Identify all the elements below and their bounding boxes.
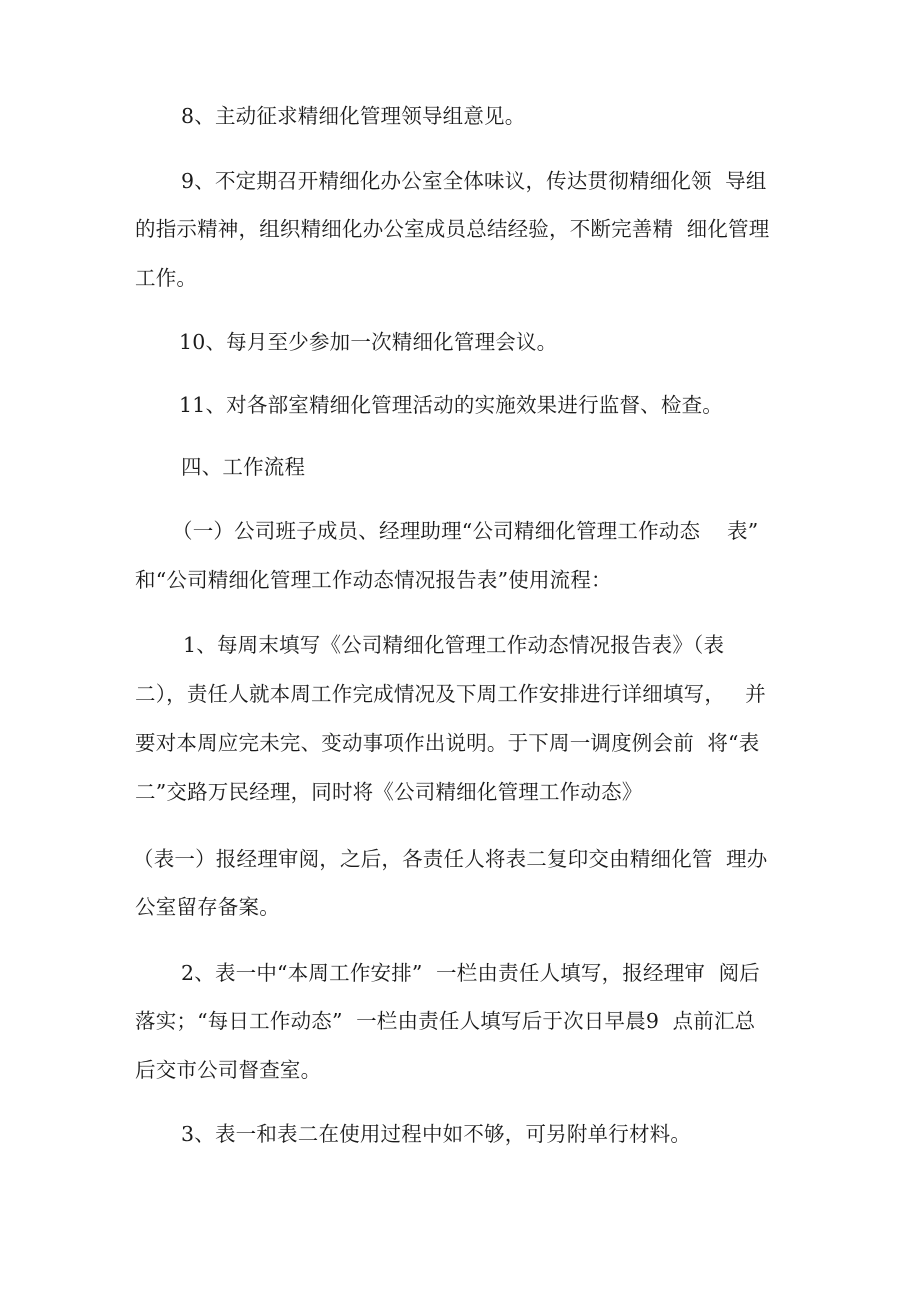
section-heading: 四、工作流程 xyxy=(181,455,306,479)
step-2-line-3: 后交市公司督查室。 xyxy=(135,1058,322,1082)
step-1-line-6: 公室留存备案。 xyxy=(135,895,280,919)
step-1-line-5: （表一）报经理审阅，之后，各责任人将表二复印交由精细化管 理办 xyxy=(133,847,768,871)
item-9-line-3: 工作。 xyxy=(135,266,198,290)
item-10-line-1: 10、每月至少参加一次精细化管理会议。 xyxy=(179,330,558,354)
step-3-line-1: 3、表一和表二在使用过程中如不够，可另附单行材料。 xyxy=(181,1122,692,1146)
step-2-line-2: 落实；“每日工作动态” 一栏由责任人填写后于次日早晨9 点前汇总 xyxy=(135,1009,756,1033)
item-11-line-1: 11、对各部室精细化管理活动的实施效果进行监督、检查。 xyxy=(179,393,723,417)
step-1-line-1: 1、每周末填写《公司精细化管理工作动态情况报告表》（表 xyxy=(183,633,725,657)
step-2-line-1: 2、表一中“本周工作安排” 一栏由责任人填写，报经理审 阅后 xyxy=(181,961,760,985)
item-9-line-2: 的指示精神，组织精细化办公室成员总结经验，不断完善精 细化管理 xyxy=(135,217,770,241)
item-9-line-1: 9、不定期召开精细化办公室全体味议，传达贯彻精细化领 导组 xyxy=(181,169,767,193)
step-1-line-3: 要对本周应完未完、变动事项作出说明。于下周一调度例会前 将“表 xyxy=(135,731,760,755)
step-1-line-2: 二），责任人就本周工作完成情况及下周工作安排进行详细填写， 并 xyxy=(135,682,766,706)
step-1-line-4: 二”交路万民经理，同时将《公司精细化管理工作动态》 xyxy=(135,780,643,804)
subsection-1-line-1: （一）公司班子成员、经理助理“公司精细化管理工作动态 表” xyxy=(172,519,759,543)
item-8-line-1: 8、主动征求精细化管理领导组意见。 xyxy=(181,104,526,128)
subsection-1-line-2: 和“公司精细化管理工作动态情况报告表”使用流程： xyxy=(135,568,612,592)
